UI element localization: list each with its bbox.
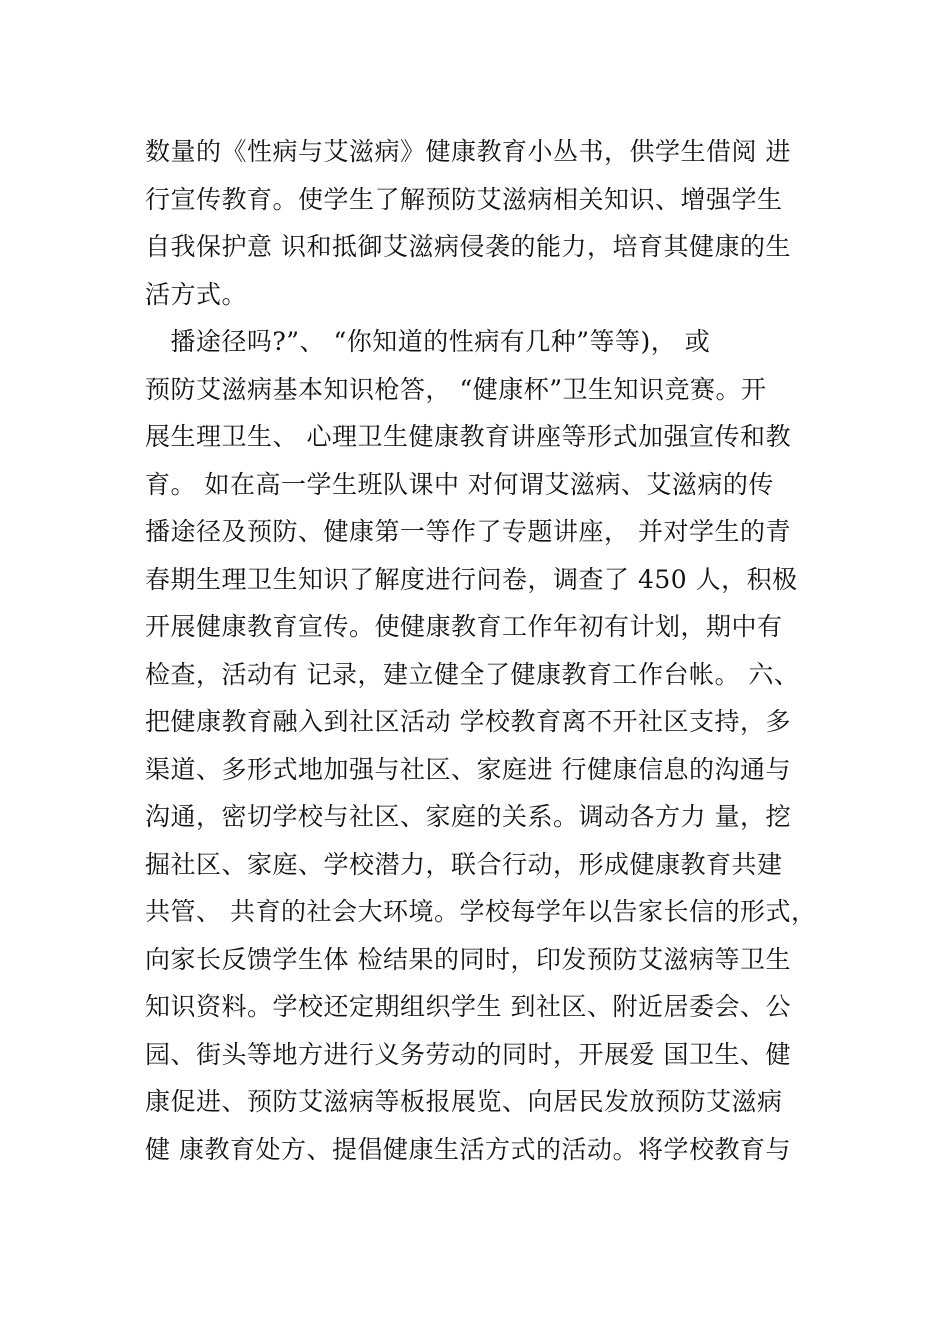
text-line: 开展健康教育宣传。使健康教育工作年初有计划，期中有	[145, 612, 783, 641]
text-line: 育。 如在高一学生班队课中 对何谓艾滋病、艾滋病的传	[145, 469, 774, 499]
text-line: 播途径及预防、健康第一等作了专题讲座， 并对学生的青	[145, 517, 791, 546]
text-line: 知识资料。学校还定期组织学生 到社区、附近居委会、公	[145, 992, 791, 1021]
text-line: 行宣传教育。使学生了解预防艾滋病相关知识、增强学生	[145, 184, 783, 214]
body-text	[145, 128, 845, 1173]
text-line: 向家长反馈学生体 检结果的同时，印发预防艾滋病等卫生	[145, 944, 791, 974]
text-line: 预防艾滋病基本知识枪答， “健康杯”卫生知识竞赛。开	[145, 374, 767, 404]
text-line: 把健康教育融入到社区活动 学校教育离不开社区支持，多	[145, 707, 791, 736]
text-line: 活方式。	[145, 279, 248, 309]
text-line: 播途径吗?”、 “你知道的性病有几种”等等)， 或	[145, 327, 711, 356]
text-line: 掘社区、家庭、学校潜力，联合行动，形成健康教育共建	[145, 849, 783, 879]
text-line: 健 康教育处方、提倡健康生活方式的活动。将学校教育与	[145, 1134, 791, 1164]
text-line: 自我保护意 识和抵御艾滋病侵袭的能力，培育其健康的生	[145, 232, 791, 261]
text-line: 沟通，密切学校与社区、家庭的关系。调动各方力 量，挖	[145, 802, 791, 831]
text-line: 展生理卫生、 心理卫生健康教育讲座等形式加强宣传和教	[145, 422, 791, 451]
text-line: 共管、 共育的社会大环境。学校每学年以告家长信的形式，	[145, 897, 817, 926]
text-line: 检查，活动有 记录，建立健全了健康教育工作台帐。 六、	[145, 659, 800, 689]
text-line: 渠道、多形式地加强与社区、家庭进 行健康信息的沟通与	[145, 754, 791, 784]
text-line: 春期生理卫生知识了解度进行问卷，调查了 450 人，积极	[145, 564, 798, 594]
text-line: 康促进、预防艾滋病等板报展览、向居民发放预防艾滋病	[145, 1087, 783, 1116]
text-line: 数量的《性病与艾滋病》健康教育小丛书，供学生借阅 进	[145, 137, 791, 166]
text-line: 园、街头等地方进行义务劳动的同时，开展爱 国卫生、健	[145, 1039, 791, 1069]
